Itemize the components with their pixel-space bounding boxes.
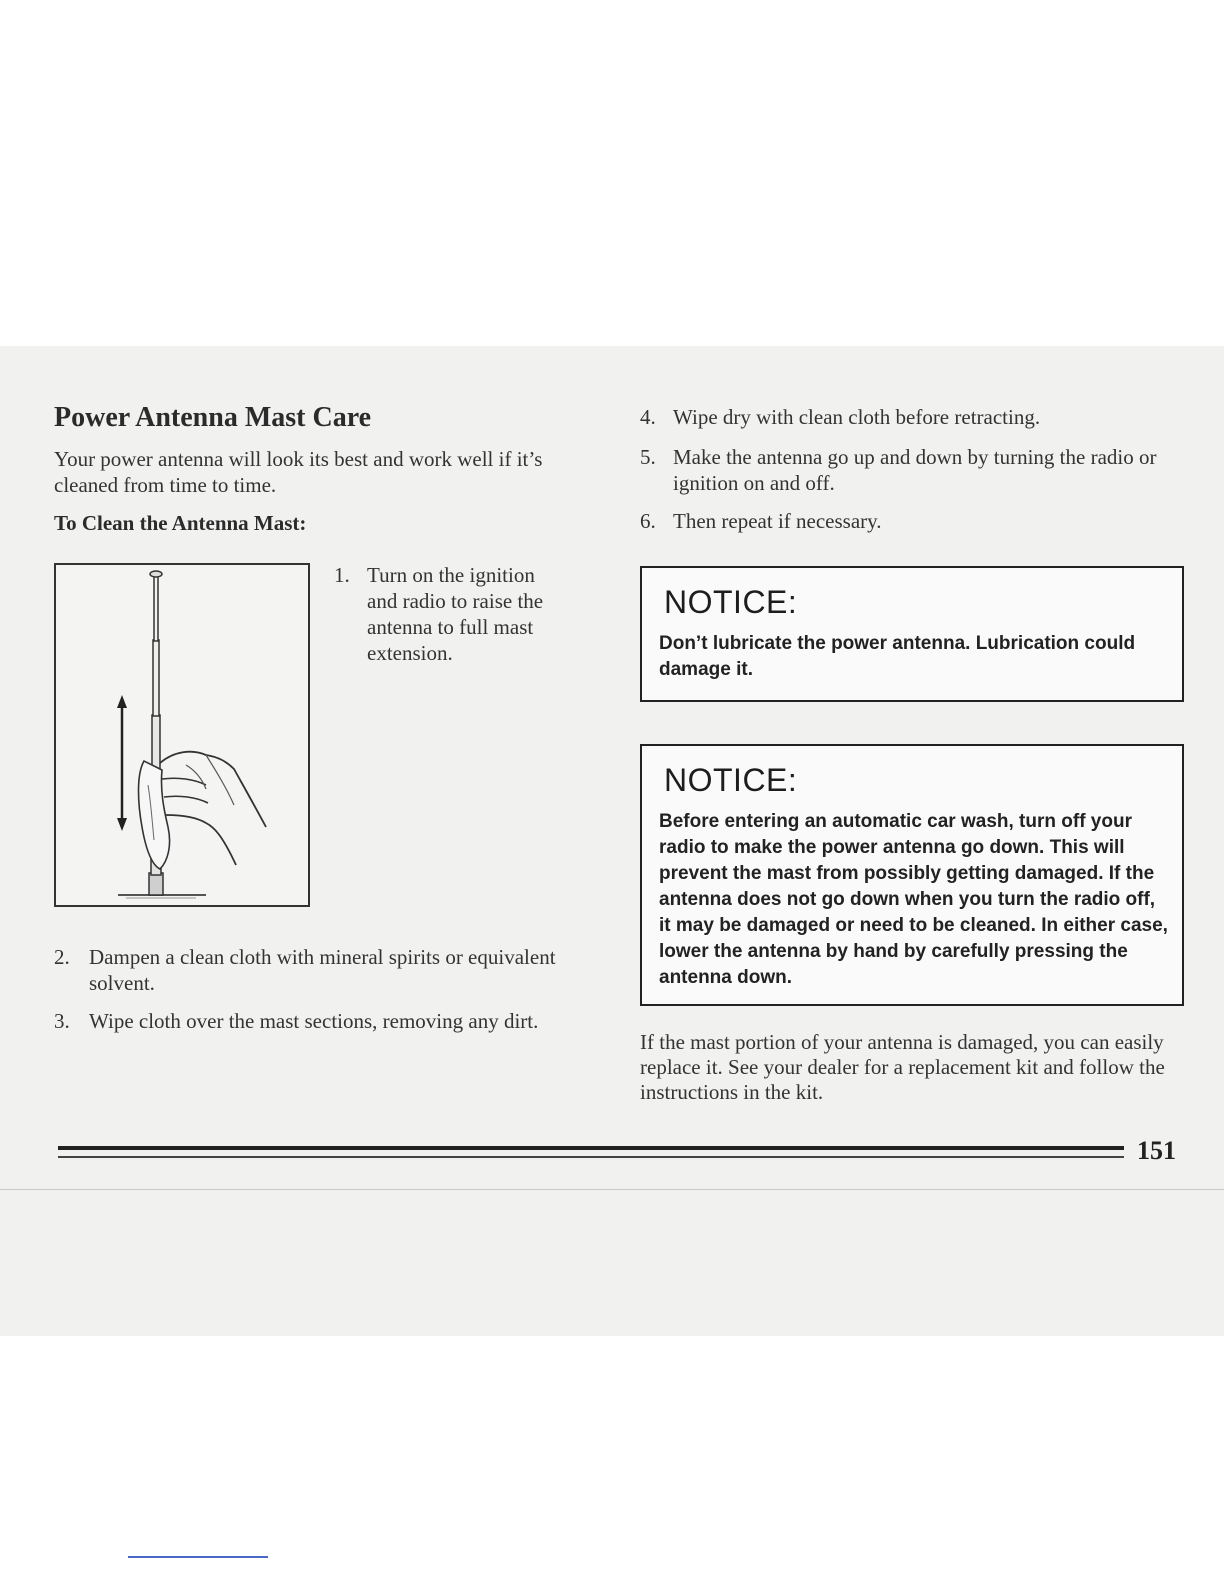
antenna-cleaning-icon	[56, 565, 308, 905]
step-text: Wipe cloth over the mast sections, removing any dirt.	[89, 1009, 539, 1033]
step-5	[640, 444, 1180, 496]
step-4	[640, 404, 1180, 430]
step-text: Wipe dry with clean cloth before retracting.	[673, 405, 1041, 429]
step-text: Dampen a clean cloth with mineral spirits or equivalent solvent.	[89, 945, 556, 995]
step-number: 1.	[334, 563, 350, 587]
notice-box-car-wash	[640, 744, 1184, 1006]
notice-title: NOTICE:	[664, 762, 798, 798]
step-6	[640, 508, 1180, 534]
bottom-divider	[128, 1556, 268, 1558]
step-number: 3.	[54, 1009, 70, 1033]
step-3	[54, 1008, 574, 1034]
subheading: To Clean the Antenna Mast:	[54, 511, 307, 535]
notice-title: NOTICE:	[664, 584, 798, 620]
notice-box-lubrication	[640, 566, 1184, 702]
step-text: Then repeat if necessary.	[673, 509, 882, 533]
page-number: 151	[1137, 1136, 1176, 1165]
footer-rule-thin	[58, 1156, 1124, 1158]
step-number: 2.	[54, 945, 70, 969]
step-text: Turn on the ignition and radio to raise the antenna to full mast extension.	[367, 563, 544, 665]
step-1	[334, 562, 569, 666]
section-title: Power Antenna Mast Care	[54, 402, 372, 433]
intro-paragraph: Your power antenna will look its best and work well if it’s cleaned from time to time.	[54, 447, 543, 497]
step-number: 5.	[640, 445, 656, 469]
step-number: 6.	[640, 509, 656, 533]
notice-body: Don’t lubricate the power antenna. Lubrication could damage it.	[659, 633, 1136, 680]
notice-body: Before entering an automatic car wash, turn off your radio to make the power antenna go down. This will prevent the mast from possibly getting damaged. If the antenna does not go down when you turn the radio off, it may be damaged or need to be cleaned. In either case, lower the antenna by hand by carefully pressing the antenna down.	[659, 811, 1168, 988]
closing-paragraph: If the mast portion of your antenna is damaged, you can easily replace it. See your dealer for a replacement kit and follow the instructions in the kit.	[640, 1030, 1165, 1104]
step-text: Make the antenna go up and down by turning the radio or ignition on and off.	[673, 445, 1157, 495]
step-2	[54, 944, 574, 996]
antenna-illustration	[54, 563, 310, 907]
step-number: 4.	[640, 405, 656, 429]
scan-edge-line	[0, 1189, 1224, 1190]
footer-rule	[58, 1146, 1124, 1150]
